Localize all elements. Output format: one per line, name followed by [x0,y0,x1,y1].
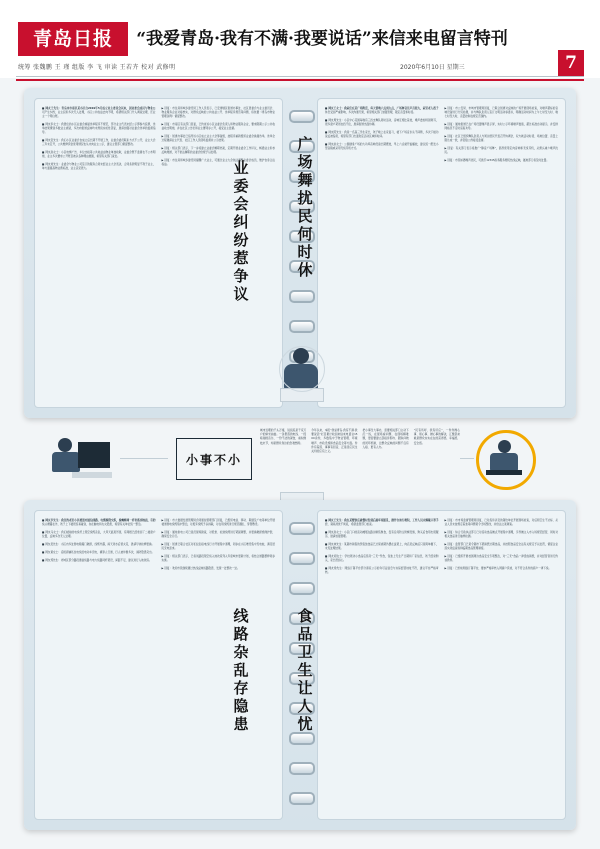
editorial-column [414,428,460,488]
paragraph: ■ 网友王女士：我家住在某广场附近，每天傍晚六点到九点，广场舞音乐声音很大，家里老人孩子休息受到严重影响，多次沟通无果，希望相关部门加强管理，限定音量和时段。 [325,107,439,115]
paragraph: ■ 网友王先生：我在某餐饮店就餐时发现后厨环境脏乱，操作台油污堆积，工作人员未佩戴口罩手套，餐具清洗不彻底，希望监管部门检查。 [325,519,439,527]
masthead-rule-accent [16,79,584,81]
paragraph: ▶ 回复：属地供电公司已派员现场勘查，对低垂、松弛线缆进行紧固调整，并更换破损绝缘护套，确保安全运行。 [161,531,275,539]
binder-ring [289,320,315,333]
paragraph: ▶ 回复：市南区有关部门回复，已约谈该小区业委会负责人和物业服务企业，要求限期公示公共收益收支明细，并在社区公告栏和业主群同步公开，接受业主监督。 [161,123,275,131]
article-column [162,107,276,399]
paragraph: ▶ 回复：已组织开展校园周边食品安全专项整治，对“三无”食品一律没收销毁，并对经营者进行约谈教育。 [444,555,558,563]
paragraph: ▶ 回复：市民如遇噪声扰民，可拨打12345政务服务便民热线反映，属地部门将及时处置。 [444,159,549,163]
section-title-ywh: 业委会纠纷惹争议 [231,160,250,304]
section-title-sp: 食品卫生让人忧 [295,608,314,734]
article-panel-gcw [317,98,566,408]
article-columns [325,107,558,399]
paragraph: ▶ 回复：有关部门表示将推广“静音广场舞”，倡导使用定向音响和无线耳机，从源头减少噪声扰民。 [444,147,558,155]
editorial-column [311,428,357,488]
paragraph: ■ 网友陈先生：我是一名高三学生家长，孩子晚上在家复习，楼下广场音乐从不间断，多次下楼劝说反被指责，希望有部门出面划定活动区域和时间。 [325,131,439,139]
article-column [42,519,156,811]
paragraph: ▶ 回复：属地街道已在广场设置噪声显示屏，实时公示环境噪声数值，超过标准自动提示，并安排网格员不定时巡查劝导。 [444,123,558,131]
paragraph: 今年以来，本报“我爱青岛·我有不满·我要说话”栏目累计收到来信来电留言1500余件，多数集中于物业管理、环境噪声、市政设施和食品安全等方面。件件有着落、事事有回音，正是回应民生关切的应有之义。 [311,428,358,453]
article-column [445,107,559,399]
binder-ring [289,792,315,805]
paragraph: ■ 网友胡女士：学校周边小食品店售卖“三无”零食，包装上无生产日期和厂家信息，孩子经常购买，家长很担心。 [325,555,439,563]
masthead-rule [16,76,584,77]
section-title-gcw: 广场舞扰民何时休 [295,136,314,280]
paragraph: ■ 网友赵女士：公园健身广场的大功率音响设备长期摆放，早上六点就开始播放，建议统一配发小型音箱或采用无线耳机方式。 [325,143,439,151]
paragraph: ■ 网友吴先生：小区内多处弱电箱箱门破损，线缆外露，雨天进水后冒火花，恳请尽快检修更换。 [42,543,155,547]
page-title: “我爱青岛·我有不满·我要说话”来信来电留言特刊 [136,29,508,49]
paragraph: ▶ 回复：监管部门已责令超市下架销毁过期食品，并按照食品安全法有关规定予以处罚，督促企业落实进货查验和临期食品管理制度。 [444,543,558,551]
binder-ring [289,110,315,123]
paragraph: ▶ 回复：市市场监督管理局回复，已对投诉涉及的餐饮单位开展现场检查，对后厨卫生不达标、从业人员未按规定着装等问题责令当场整改，并依法立案调查。 [444,519,558,527]
paragraph: ▶ 回复：综合行政执法部门已对流动食品摊点开展集中清理，引导摊主入市入场规范经营，同时对相关食品进行抽样检测。 [444,531,558,539]
paragraph: ■ 网友黄女士：沿街商铺私拉电线给电动车充电，横穿人行道，行人被绊倒多次，消防隐患突出。 [42,551,155,555]
binder-ring [289,552,315,565]
paragraph: 城市治理的千头万绪，说到底是千家万户的柴米油盐。一条垂落的电线、一段喧闹的音乐、一份不洁的餐食，看似细枝末节，却是群众身边的急难愁盼。 [260,428,307,445]
article-panel-sp [317,510,566,820]
article-column [325,519,439,811]
editorial-band [24,420,576,496]
binder-ring [289,762,315,775]
binder-ring [289,290,315,303]
dateline: 2020年6月10日 星期三 [400,64,465,71]
paragraph: ■ 网友刘先生：业委会与物业公司签订的服务合同未经业主大会表决，合同条款明显不利于业主，单方面提高物业费标准，业主意见很大。 [42,163,156,171]
paragraph: ▶ 回复：社区已组织舞队负责人与周边居民代表召开协调会，双方就活动时段、场地位置、音量上限达成一致，并张贴公约接受监督。 [444,135,558,143]
paragraph: ▶ 回复：市住房和城乡建设局提醒广大业主，可通过业主大会依法调整业委会成员，维护自身合法权益。 [161,159,275,167]
person-with-laptop-illustration [476,428,546,486]
paragraph: ▶ 回复：市大数据发展管理局会同通信管理部门回复，已组织电信、移动、联通及广电等单位开展楼道弱电线缆集中整治，对废弃线缆予以拆除，对在用线缆进行规范捆扎、穿管敷设。 [161,519,275,527]
newspaper-logo: 青岛日报 [18,22,128,56]
binder-ring [289,582,315,595]
article-column [42,107,156,399]
editorial-title: 小事不小 [176,438,252,480]
editorial-column [260,428,306,488]
paragraph: ▶ 回复：相关部门表示，下一步将建立业委会履职档案，定期开展业委会工作评议，畅通业主诉求反映渠道，对不依法履职的业委会依规予以处理。 [161,147,275,155]
paragraph: ■ 网友周先生：小区中心花园每晚有三四支舞队同时活动，音响互相比着放，噪声叠加特别刺耳，很多窗户紧闭也挡不住，恳请街道出面协调。 [325,119,439,127]
paragraph: ■ 网友李女士：我居住的小区业委会换届选举程序不规范，部分业主代表未经公示即参与投票，选举结果遭到多数业主质疑，多次向街道反映均未得到实质性答复，恳请加强对业委会选举的监督指导。 [42,123,156,135]
paragraph: ▶ 回复：市住房和城乡建设局工作人员表示，已安排辖区街道办事处、社区居委会与业主委员会、物业服务企业对接核实，对群众反映的公共收益公开、选举程序规范等问题，将依据《青岛市物业管理条例》督促整改。 [161,107,275,119]
paragraph: ■ 网友林先生：某超市销售的预包装食品已过保质期仍摆在货架上，向店员反映后只是简单撤下，未见处理结果。 [325,543,439,551]
article-columns [325,519,558,811]
byline: 统筹 张魏鹏 王 瑾 组版 李 飞 审读 王若卉 校对 武修明 [18,64,176,71]
article-column [325,107,439,399]
paragraph: ■ 网友郑先生：老城区部分路段通信线路与电力线路同杆架设，间距不足，建议进行入地改造。 [42,559,152,563]
paragraph: ■ 网友王先生：青岛市市南区某小区自2019年5月成立业主委员会以来，因业委会成员与物业公司产生纠纷，业主投诉多次无人处理，小区公共收益去向不明，希望相关部门介入调查处理，还业主一个明白账。 [42,107,156,119]
person-reading-illustration [278,348,324,410]
article-column [445,519,559,811]
paragraph: ▶ 回复：已约谈网络订餐平台，要求严格审核入网商户资质，对不符合条件的商户一律下线。 [444,567,552,571]
editorial-column [363,428,409,488]
paragraph: ■ 网友马女士：我们楼前的电线杆上架空线缆杂乱，大风天摇晃厉害，有两根已经垂到了二楼窗户位置，反映多次无人处理。 [42,531,156,539]
paragraph: ■ 网友李先生：我住的老旧小区楼道内通信线路、电缆缠绕交织，像蜘蛛网一样垂落到地面，有的线头裸露在外，孩子上下楼很容易碰到，存在触电和火灾隐患，希望有关单位统一整治。 [42,519,156,527]
paragraph: 把小事当大事办，需要相关部门主动下沉一线，在现场看问题、在现场解难题，更需要建立起接诉即办、跟踪问效的闭环机制，让群众反映的问题不仅有人接、更有人办。 [362,428,409,449]
paragraph: ▶ 回复：街道已联合社区对私拉乱接电线行为开展集中清理，同步在小区增设集中充电桩，满足居民充电需求。 [161,543,275,551]
article-column [162,519,276,811]
paragraph: ■ 网友孙女士：小区电梯广告、车位出租等公共收益由物业单独收取，业委会既不监督也不公布明细，业主多次要求公开账目被以各种理由推脱，希望有关部门查处。 [42,151,156,159]
editorial-columns [260,428,460,488]
paragraph: ▶ 回复：欢迎市民继续通过热线反映线路隐患，发现一处整改一处。 [161,567,240,571]
section-title-xl: 线路杂乱存隐患 [231,608,250,734]
paragraph: “民有所呼、我有所应”，一件件操心事、烦心事、揪心事的解决，汇聚起来就是群众实实在在的获得感、幸福感、安全感。 [413,428,460,445]
paragraph: ■ 网友孙女士：小区门口的流动摊贩在路边制售熟食，没有任何防尘防蝇设施，购买后食用出现腹泻，恳请加强管理。 [325,531,439,539]
page-number: 7 [558,50,584,76]
paragraph: ▶ 回复：街道办事处已指导该小区成立业主大会筹备组，按程序重新组织业委会换届选举，选举全过程邀请业主代表、社区工作人员现场监督并公示结果。 [161,135,275,143]
paragraph: ▶ 回复：相关部门表示，已将该路段架空线入地改造列入年度城市更新计划，将结合道路整修同步实施。 [161,555,275,563]
paragraph: ■ 网友徐先生：网络订餐平台部分商家公示的许可证信息与实际经营地址不符，建议平台严格审核。 [325,567,439,575]
person-at-desk-illustration [52,428,112,486]
masthead [0,0,600,78]
binder-ring [289,522,315,535]
paragraph: ▶ 回复：市公安局、市城市管理局回复，已联合街道对反映的广场开展现场检查，对噪声超标的音响设备进行分贝检测，并与舞队负责人签订文明活动承诺书，明确活动时间为上午七时至九时、晚七时至九时，音量控制在规定范围内。 [444,107,558,119]
paragraph: ■ 网友张先生：我们小区业委会自成立后长期不开展工作，业委会委员联系方式不公开，业主大会三年未召开，公共维修资金使用情况也从未向业主公示，建议主管部门督促整改。 [42,139,156,147]
